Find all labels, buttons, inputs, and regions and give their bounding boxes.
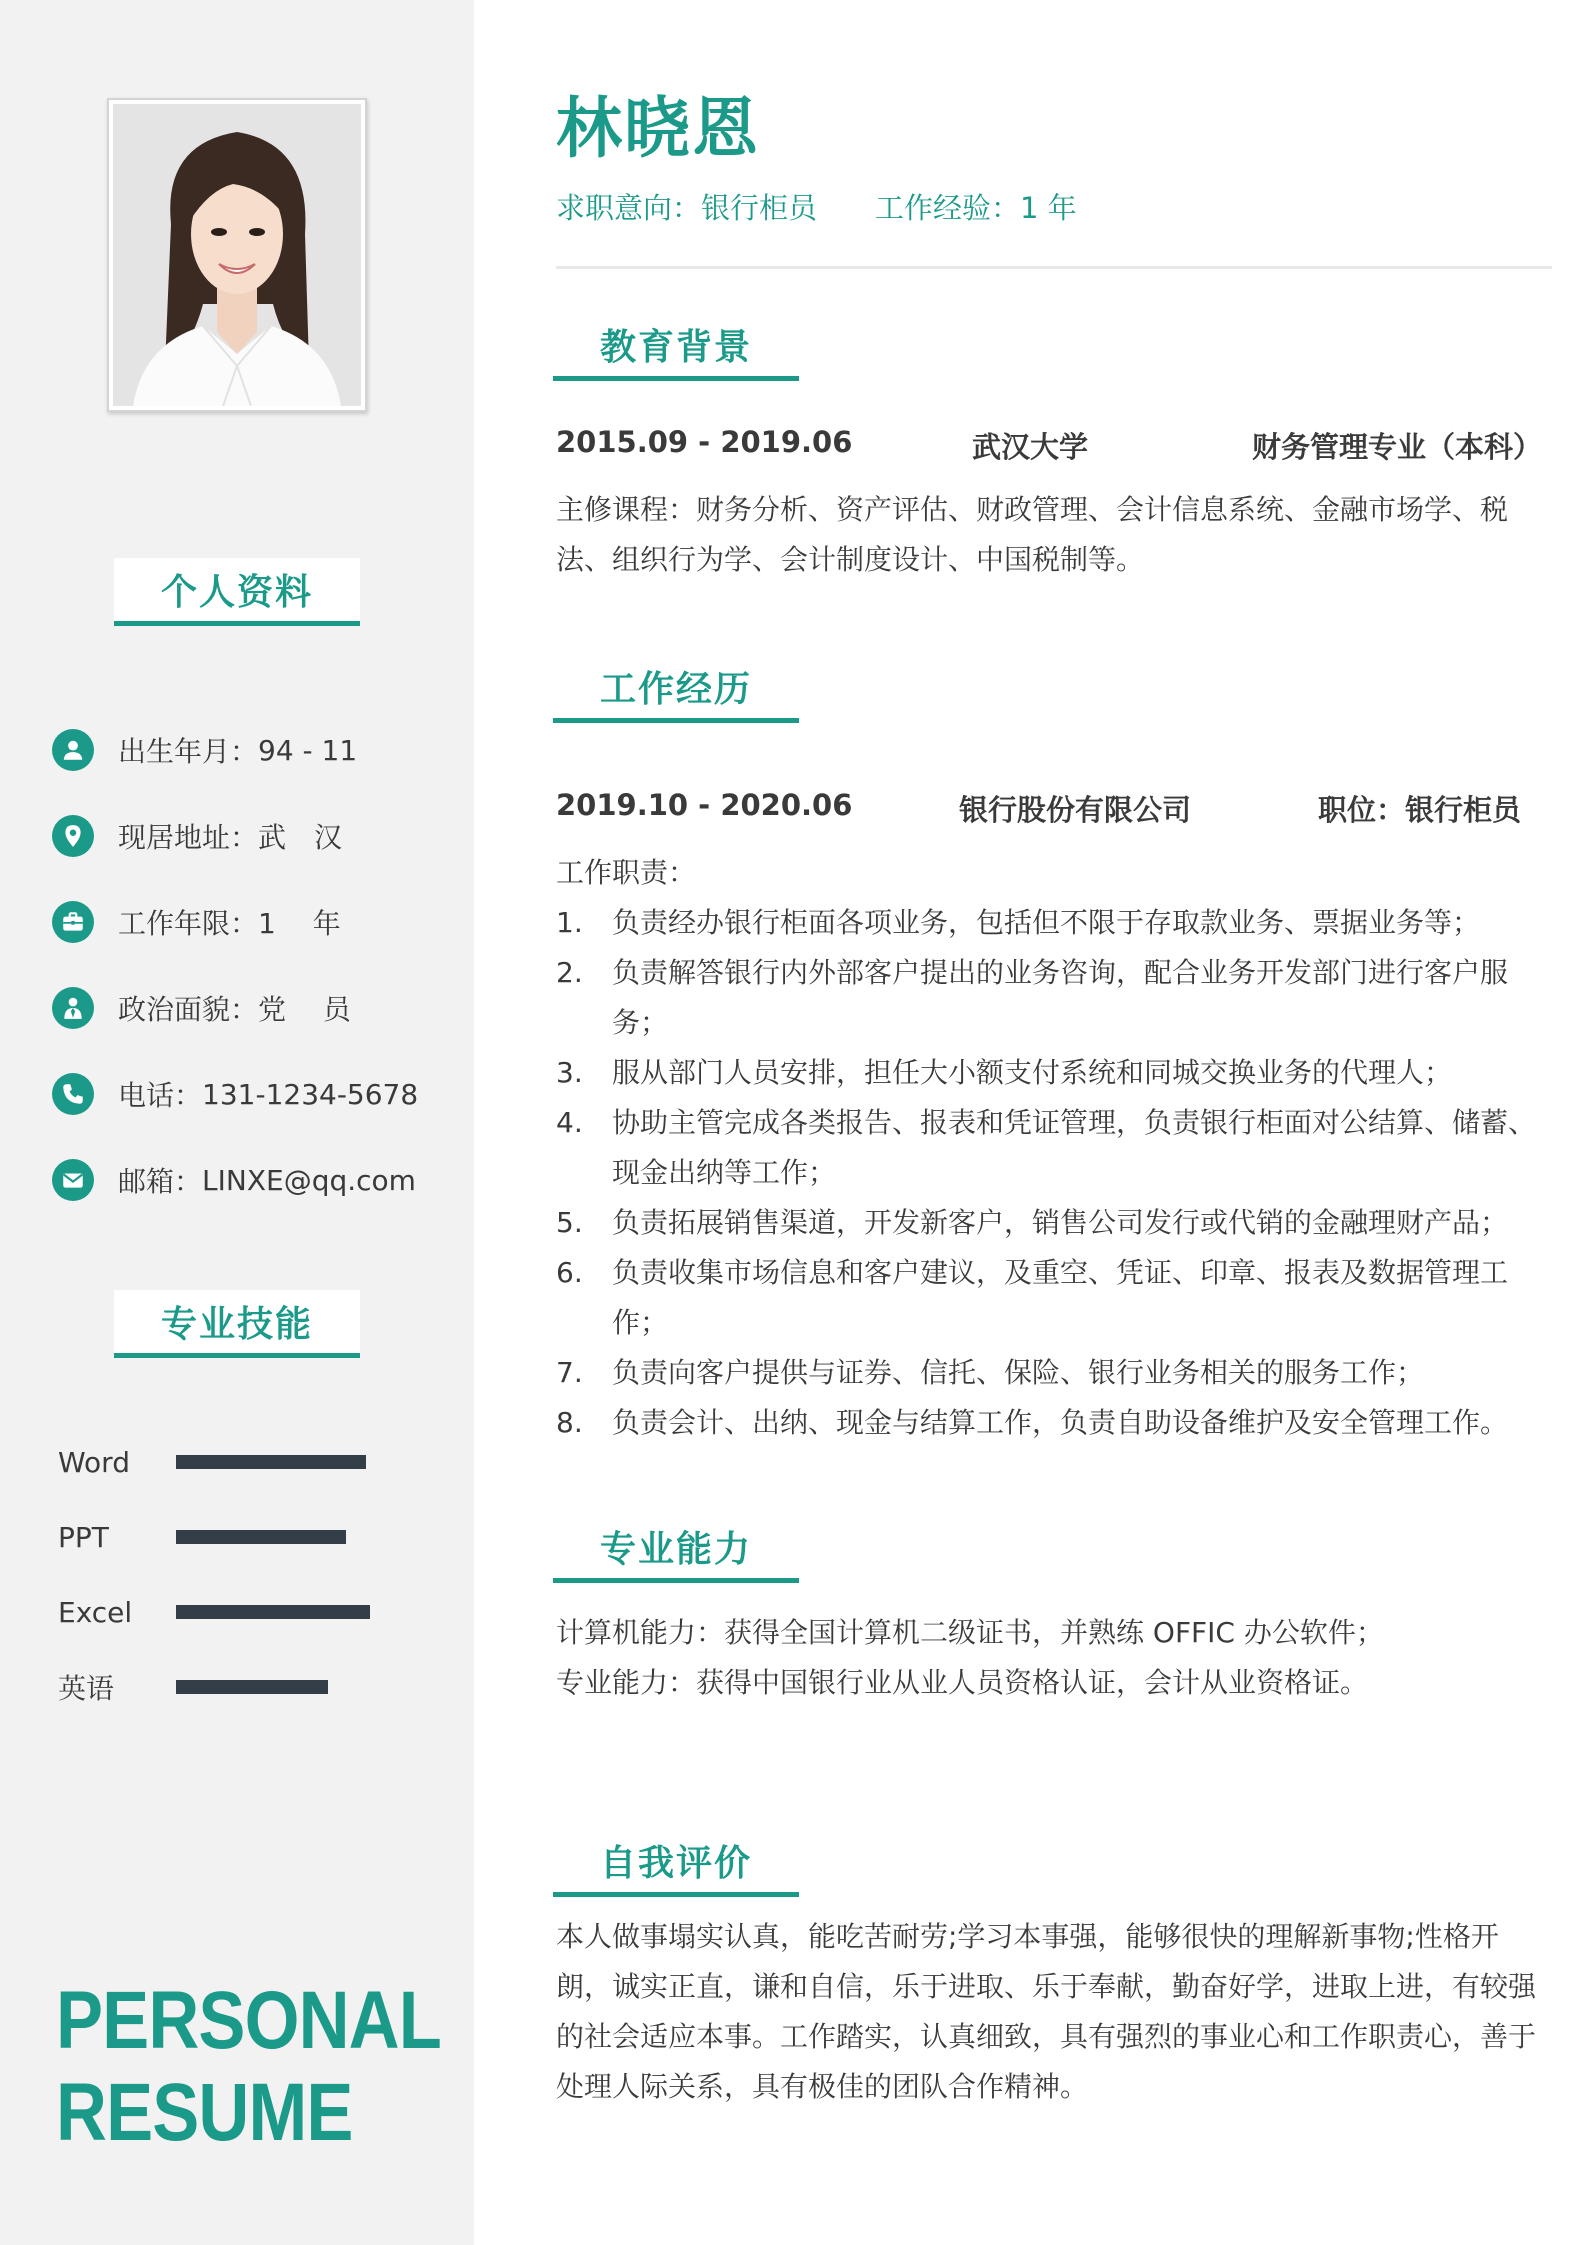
work-experience: 工作经验：1 年 [875,191,1077,225]
info-label: 电话： [118,1079,203,1112]
skill-track [176,1455,376,1469]
list-text: 负责拓展销售渠道，开发新客户，销售公司发行或代销的金融理财产品； [612,1206,1509,1239]
duties-list [556,898,1552,1448]
info-value: 131-1234-5678 [202,1077,419,1111]
skill-row [58,1517,376,1557]
list-number: 2. [556,956,583,989]
education-major: 财务管理专业（本科） [1252,430,1543,464]
work-position: 职位：银行柜员 [1318,793,1522,827]
list-item [556,1248,1552,1348]
list-item [556,1198,1552,1248]
list-item [556,1348,1552,1398]
info-work-years [52,899,341,945]
duties-label: 工作职责： [556,856,697,889]
ability-heading: 专业能力 [553,1515,799,1583]
list-number: 6. [556,1256,583,1289]
self-evaluation-text: 本人做事塌实认真，能吃苦耐劳;学习本事强，能够很快的理解新事物;性格开朗，诚实正直，谦和自信，乐于进取、乐于奉献，勤奋好学，进取上进，有较强的社会适应本事。工作踏实，认真细致，具有强烈的事业心和工作职责心，善于处理人际关系，具有极佳的团队合作精神。 [556,1920,1537,2103]
skill-row [58,1667,376,1707]
info-address [52,813,342,859]
list-number: 4. [556,1106,583,1139]
skill-track [176,1530,376,1544]
phone-icon [52,1073,94,1115]
headline [556,186,1077,227]
list-text: 协助主管完成各类报告、报表和凭证管理，负责银行柜面对公结算、储蓄、现金出纳等工作； [612,1106,1537,1189]
info-label: 出生年月： [118,735,259,768]
self-evaluation-heading: 自我评价 [553,1829,799,1897]
list-item [556,1098,1552,1198]
skill-row [58,1442,376,1482]
info-birth [52,727,357,773]
list-text: 负责收集市场信息和客户建议，及重空、凭证、印章、报表及数据管理工作； [612,1256,1509,1339]
skill-name: 英语 [58,1672,115,1705]
ability-line: 计算机能力：获得全国计算机二级证书，并熟练 OFFIC 办公软件； [556,1616,1384,1649]
sidebar [0,0,474,2245]
info-value: 武 汉 [258,821,343,854]
education-courses: 主修课程：财务分析、资产评估、财政管理、会计信息系统、金融市场学、税法、组织行为学、会计制度设计、中国税制等。 [556,493,1509,576]
skill-level-bar [176,1530,346,1544]
skill-level-bar [176,1455,366,1469]
education-school: 武汉大学 [972,430,1089,464]
info-political [52,985,351,1031]
info-value: LINXE@qq.com [202,1163,416,1197]
info-label: 工作年限： [118,907,259,940]
portrait-illustration [113,104,361,406]
skill-row [58,1592,376,1632]
brand-title [56,1975,441,2159]
skill-name: PPT [58,1520,109,1554]
list-text: 服从部门人员安排，担任大小额支付系统和同城交换业务的代理人； [612,1056,1453,1089]
skill-name: Word [58,1445,130,1479]
info-value: 1 年 [258,907,341,940]
education-row [556,425,1552,475]
list-item [556,1398,1552,1448]
list-number: 7. [556,1356,583,1389]
list-number: 3. [556,1056,583,1089]
info-email [52,1157,416,1203]
location-icon [52,815,94,857]
list-number: 1. [556,906,583,939]
list-number: 5. [556,1206,583,1239]
profile-photo [113,104,361,406]
skill-track [176,1680,376,1694]
party-member-icon [52,987,94,1029]
list-item [556,898,1552,948]
list-text: 负责向客户提供与证券、信托、保险、银行业务相关的服务工作； [612,1356,1425,1389]
work-heading: 工作经历 [553,655,799,723]
info-label: 邮箱： [118,1165,203,1198]
profile-photo-frame [107,98,367,412]
info-label: 现居地址： [118,821,259,854]
list-item [556,1048,1552,1098]
info-value: 党 员 [258,993,351,1026]
list-text: 负责经办银行柜面各项业务，包括但不限于存取款业务、票据业务等； [612,906,1481,939]
info-value: 94 - 11 [258,733,358,767]
ability-line: 专业能力：获得中国银行业从业人员资格认证，会计从业资格证。 [556,1666,1369,1699]
education-period: 2015.09 - 2019.06 [556,425,853,459]
skill-track [176,1605,376,1619]
skill-level-bar [176,1605,370,1619]
work-row [556,788,1552,838]
skills-heading: 专业技能 [114,1290,360,1358]
brand-line-personal: PERSONAL [56,1975,441,2066]
work-period: 2019.10 - 2020.06 [556,788,853,822]
skill-level-bar [176,1680,328,1694]
list-number: 8. [556,1406,583,1439]
job-intent: 求职意向：银行柜员 [556,191,818,225]
email-icon [52,1159,94,1201]
info-phone [52,1071,418,1117]
list-item [556,948,1552,1048]
info-label: 政治面貌： [118,993,259,1026]
candidate-name: 林晓恩 [556,90,760,167]
skill-name: Excel [58,1595,133,1629]
personal-info-heading: 个人资料 [114,558,360,626]
list-text: 负责会计、出纳、现金与结算工作，负责自助设备维护及安全管理工作。 [612,1406,1509,1439]
brand-line-resume: RESUME [56,2067,353,2158]
education-heading: 教育背景 [553,313,799,381]
briefcase-icon [52,901,94,943]
work-company: 银行股份有限公司 [959,793,1192,827]
header-divider [556,266,1552,269]
list-text: 负责解答银行内外部客户提出的业务咨询，配合业务开发部门进行客户服务； [612,956,1509,1039]
user-icon [52,729,94,771]
